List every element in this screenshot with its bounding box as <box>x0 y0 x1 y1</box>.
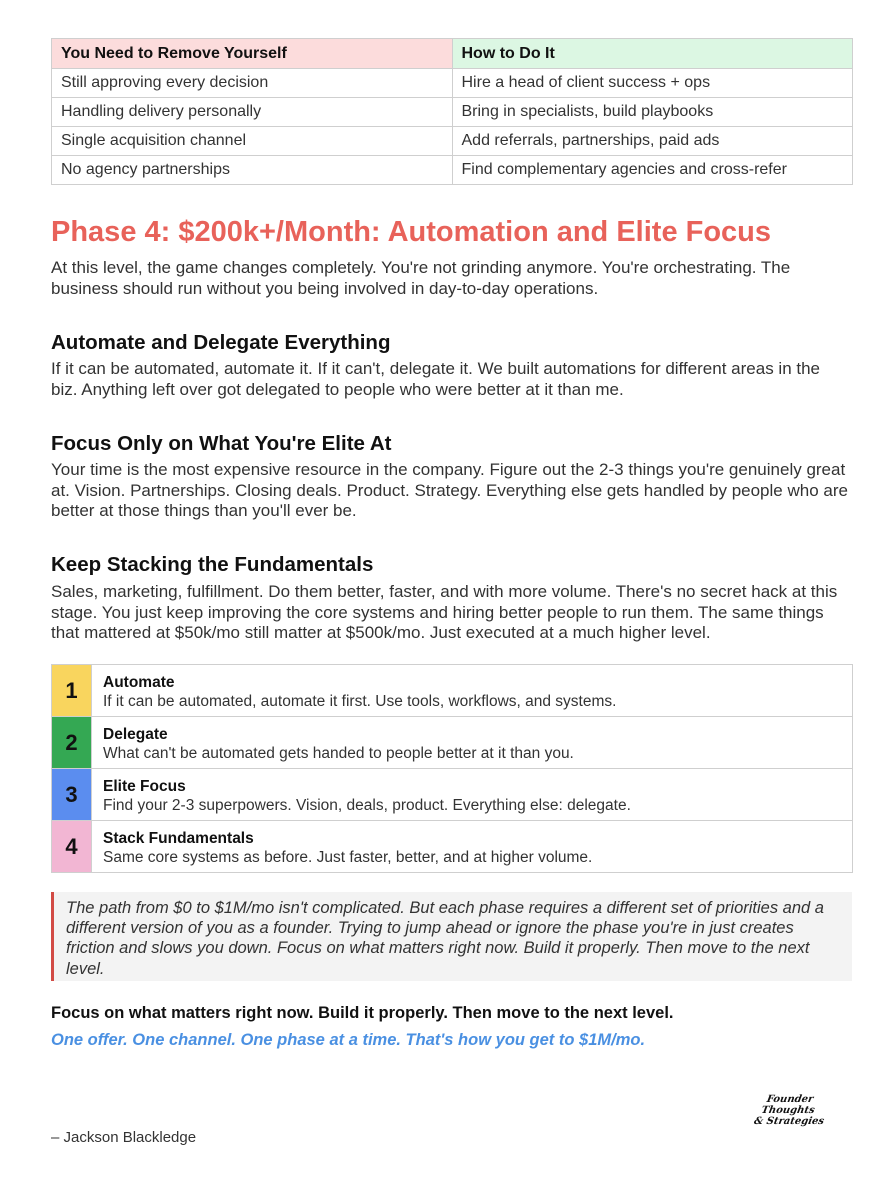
table-row <box>52 156 853 185</box>
step-number-badge: 1 <box>52 665 92 716</box>
table-cell: Add referrals, partnerships, paid ads <box>452 127 853 156</box>
table-cell: No agency partnerships <box>52 156 453 185</box>
steps-list <box>51 664 853 873</box>
table-header-row <box>52 39 853 69</box>
section-body-automate-delegate: If it can be automated, automate it. If it can't, delegate it. We built automations for different areas in the biz. Anything left over got delegated to people who were better at it than me. <box>51 359 821 399</box>
step-item-automate <box>52 665 852 716</box>
step-item-delegate <box>52 716 852 768</box>
author-signature: – Jackson Blackledge <box>51 1129 197 1146</box>
phase-intro: At this level, the game changes completely. You're not grinding anymore. You're orchestrating. The business should run without you being involved in day-to-day operations. <box>51 258 791 298</box>
step-item-stack-fundamentals <box>52 820 852 872</box>
table-row <box>52 98 853 127</box>
step-number-badge: 2 <box>52 717 92 768</box>
step-description: Same core systems as before. Just faster, better, and at higher volume. <box>103 849 593 866</box>
closing-highlight: One offer. One channel. One phase at a time. That's how you get to $1M/mo. <box>51 1031 646 1049</box>
founder-thoughts-logo <box>748 1094 830 1127</box>
step-description: What can't be automated gets handed to people better at it than you. <box>103 745 574 762</box>
step-title: Stack Fundamentals <box>103 830 254 847</box>
pull-quote-text: The path from $0 to $1M/mo isn't complicated. But each phase requires a different set of priorities and a different version of you as a founder. Trying to jump ahead or ignore the phase you're in just creates friction and slows you down. Focus on what matters right now. Build it properly. Then move to the next level. <box>66 899 824 978</box>
section-heading-fundamentals: Keep Stacking the Fundamentals <box>51 553 374 576</box>
table-header-remove-yourself: You Need to Remove Yourself <box>52 39 453 69</box>
step-description: If it can be automated, automate it first. Use tools, workflows, and systems. <box>103 693 617 710</box>
table-cell: Find complementary agencies and cross-refer <box>452 156 853 185</box>
table-header-how-to-do-it: How to Do It <box>452 39 853 69</box>
closing-statement: Focus on what matters right now. Build it properly. Then move to the next level. <box>51 1004 674 1022</box>
step-item-elite-focus <box>52 768 852 820</box>
section-heading-elite-focus: Focus Only on What You're Elite At <box>51 432 392 455</box>
section-heading-automate-delegate: Automate and Delegate Everything <box>51 331 391 354</box>
logo-line-2: & Strategies <box>753 1116 825 1127</box>
table-cell: Still approving every decision <box>52 69 453 98</box>
logo-line-1: Founder Thoughts <box>760 1094 816 1116</box>
comparison-table <box>51 38 853 185</box>
table-cell: Bring in specialists, build playbooks <box>452 98 853 127</box>
step-description: Find your 2-3 superpowers. Vision, deals, product. Everything else: delegate. <box>103 797 631 814</box>
table-cell: Hire a head of client success + ops <box>452 69 853 98</box>
table-row <box>52 127 853 156</box>
step-title: Elite Focus <box>103 778 186 795</box>
phase-title: Phase 4: $200k+/Month: Automation and Elite Focus <box>51 216 772 248</box>
step-title: Automate <box>103 674 175 691</box>
step-number-badge: 3 <box>52 769 92 820</box>
step-number-badge: 4 <box>52 821 92 872</box>
step-title: Delegate <box>103 726 168 743</box>
section-body-elite-focus: Your time is the most expensive resource in the company. Figure out the 2-3 things you're genuinely great at. Vision. Partnerships. Closing deals. Product. Strategy. Everything else gets handled by people who are better at those things than you'll ever be. <box>51 460 848 520</box>
table-cell: Handling delivery personally <box>52 98 453 127</box>
table-row <box>52 69 853 98</box>
section-body-fundamentals: Sales, marketing, fulfillment. Do them better, faster, and with more volume. There's no secret hack at this stage. You just keep improving the core systems and hiring better people to run them. The same things that mattered at $50k/mo still matter at $500k/mo. Just executed at a much higher level. <box>51 582 838 642</box>
table-cell: Single acquisition channel <box>52 127 453 156</box>
pull-quote <box>51 892 852 981</box>
